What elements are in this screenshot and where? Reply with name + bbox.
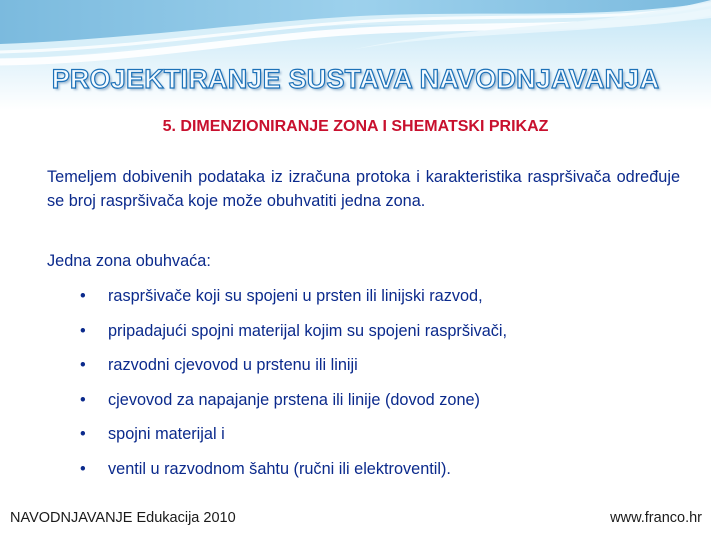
bullet-icon: •: [80, 390, 86, 409]
list-item-text: pripadajući spojni materijal kojim su spojeni raspršivači,: [108, 321, 508, 340]
bullet-icon: •: [80, 321, 86, 340]
bullet-icon: •: [80, 425, 86, 443]
bullet-icon: •: [80, 287, 86, 305]
bullet-icon: •: [80, 356, 86, 374]
list-item-text: raspršivače koji su spojeni u prsten ili linijski razvod,: [108, 287, 483, 305]
footer-left-text: NAVODNJAVANJE Edukacija 2010: [10, 510, 236, 526]
list-item-text: ventil u razvodnom šahtu (ručni ili elektroventil).: [108, 459, 451, 478]
list-item-text: spojni materijal i: [108, 425, 225, 443]
body-paragraph: Temeljem dobivenih podataka iz izračuna protoka i karakteristika raspršivača određuje se broj raspršivača koje može obuhvatiti jedna zona.: [47, 168, 680, 210]
section-subtitle: 5. DIMENZIONIRANJE ZONA I SHEMATSKI PRIKAZ: [162, 118, 549, 135]
list-item-text: razvodni cjevovod u prstenu ili liniji: [108, 356, 358, 374]
list-intro: Jedna zona obuhvaća:: [47, 252, 211, 270]
bullet-icon: •: [80, 459, 86, 478]
slide-title: PROJEKTIRANJE SUSTAVA NAVODNJAVANJA: [51, 64, 660, 94]
list-item-text: cjevovod za napajanje prstena ili linije (dovod zone): [108, 390, 480, 409]
footer-website-link[interactable]: www.franco.hr: [610, 510, 702, 526]
